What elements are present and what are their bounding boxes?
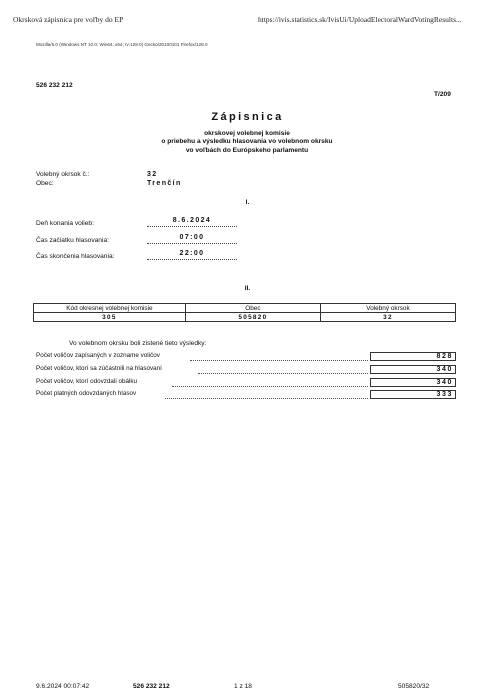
ward-code-table xyxy=(33,303,456,322)
footer-page-number: 1 z 18 xyxy=(234,683,252,690)
dot-leader xyxy=(172,386,368,387)
header-municipality: Obec xyxy=(185,304,320,313)
result-value-participated: 340 xyxy=(370,365,456,374)
document-number: 526 232 212 xyxy=(36,82,73,89)
result-value-valid-votes: 333 xyxy=(370,390,456,399)
subtitle-line: vo voľbách do Európskeho parlamentu xyxy=(185,146,309,154)
dot-leader xyxy=(198,373,368,374)
document-subtitle xyxy=(117,130,377,155)
section-one-heading: I. xyxy=(245,199,250,206)
subtitle-line: o priebehu a výsledku hlasovania vo volebnom okrsku xyxy=(161,138,333,146)
footer-timestamp: 9.6.2024 00:07:42 xyxy=(36,683,90,690)
section-two-heading: II. xyxy=(244,285,251,292)
municipality-label: Obec: xyxy=(36,180,54,187)
user-agent-text: Mozilla/5.0 (Windows NT 10.0; Win64; x64; rv:128.0) Gecko/20100101 Firefox/128.0 xyxy=(36,42,208,47)
result-value-envelopes: 340 xyxy=(370,378,456,387)
print-page-title: Okrsková zápisnica pre voľby do EP xyxy=(13,15,124,24)
voting-end-label: Čas skončenia hlasovania: xyxy=(36,253,115,260)
footer-document-number: 526 232 212 xyxy=(133,683,170,690)
print-url: https://ivis.statistics.sk/IvisUi/UploadElectoralWardVotingResults... xyxy=(258,15,462,24)
result-value-registered: 828 xyxy=(370,352,456,361)
election-day-label: Deň konania volieb: xyxy=(36,220,94,227)
results-intro: Vo volebnom okrsku boli zistené tieto výsledky: xyxy=(69,340,207,347)
value-municipality: 505820 xyxy=(185,313,320,322)
subtitle-line: okrskovej volebnej komisie xyxy=(204,130,290,137)
voting-start-label: Čas začiatku hlasovania: xyxy=(36,237,109,244)
value-ward: 32 xyxy=(320,313,455,322)
footer-code: 505820/32 xyxy=(398,683,430,690)
table-header-row xyxy=(34,304,456,313)
header-ward: Volebný okrsok xyxy=(320,304,455,313)
result-label-registered: Počet voličov zapísaných v zozname voličov xyxy=(36,352,160,359)
dot-leader xyxy=(190,360,368,361)
ward-value: 32 xyxy=(147,171,158,178)
header-commission-code: Kód okresnej volebnej komisie xyxy=(34,304,186,313)
form-code: T/209 xyxy=(434,91,451,98)
result-label-participated: Počet voličov, ktorí sa zúčastnili na hlasovaní xyxy=(36,365,162,372)
voting-end-value: 22:00 xyxy=(147,250,237,260)
result-label-valid-votes: Počet platných odovzdaných hlasov xyxy=(36,390,137,397)
table-value-row xyxy=(34,313,456,322)
result-label-envelopes: Počet voličov, ktorí odovzdali obálku xyxy=(36,378,138,385)
document-title: Zápisnica xyxy=(211,111,284,123)
ward-label: Volebný okrsok č.: xyxy=(36,171,90,178)
voting-start-value: 07:00 xyxy=(147,234,237,244)
municipality-value: Trenčín xyxy=(147,180,182,187)
election-day-value: 8.6.2024 xyxy=(147,217,237,227)
value-commission-code: 305 xyxy=(34,313,186,322)
dot-leader xyxy=(165,398,368,399)
